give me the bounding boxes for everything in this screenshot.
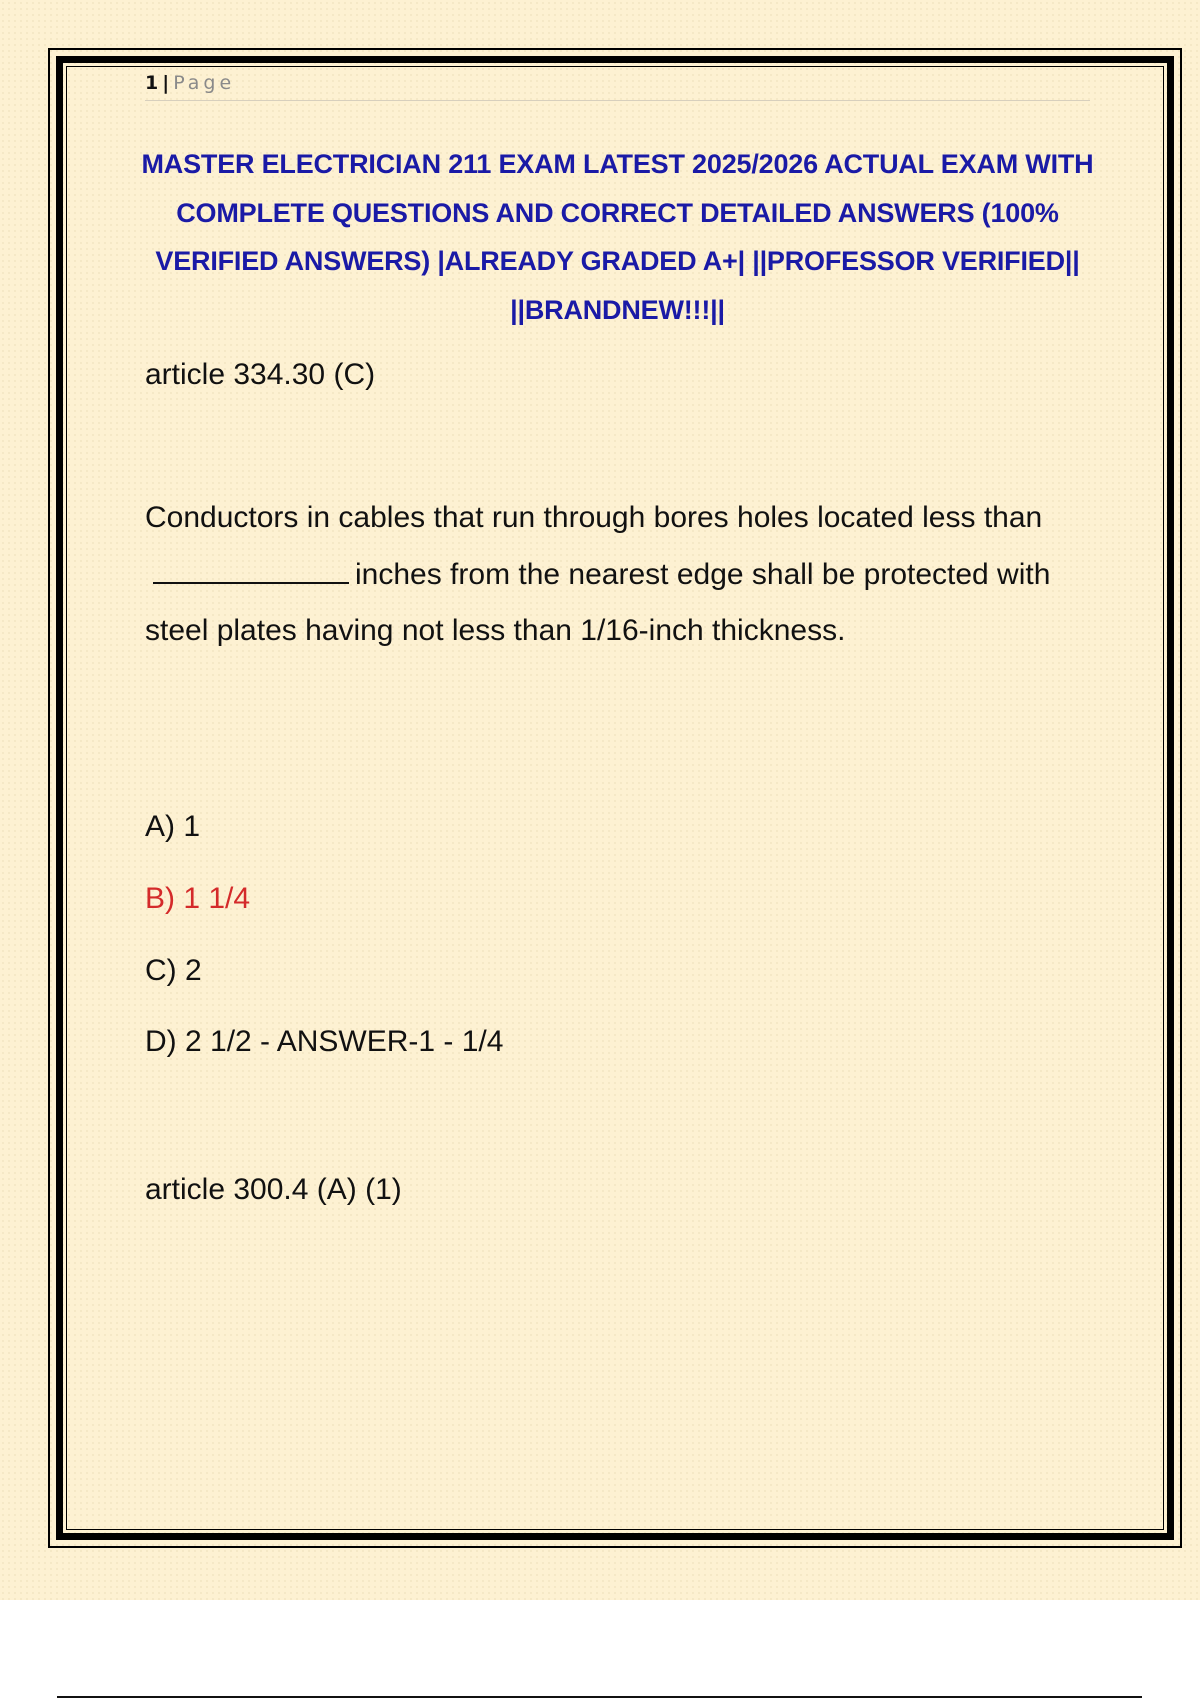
document-title: MASTER ELECTRICIAN 211 EXAM LATEST 2025/2026 ACTUAL EXAM WITH COMPLETE QUESTIONS AND CORRECT DETAILED ANSWERS (100% VERIFIED ANSWERS) |ALREADY GRADED A+| ||PROFESSOR VERIFIED|| ||BRANDNEW!!!|| — [141, 149, 1094, 325]
option-b-highlighted: B) 1 1/4 — [145, 882, 251, 915]
question-text-after-blank: inches from the nearest edge shall be protected with steel plates having not less than 1/16-inch thickness. — [145, 557, 1051, 647]
option-c: C) 2 — [145, 954, 202, 987]
footer-rule — [57, 1696, 1142, 1698]
page-header — [145, 72, 1090, 101]
page-label: Page — [173, 72, 236, 94]
page-number: 1 — [145, 72, 159, 94]
option-a: A) 1 — [145, 810, 201, 843]
previous-article-reference: article 334.30 (C) — [145, 358, 376, 391]
question-text-before-blank: Conductors in cables that run through bores holes located less than — [145, 501, 1043, 534]
answer-blank — [153, 556, 349, 584]
question-text — [145, 490, 1075, 660]
page-separator: | — [162, 72, 170, 94]
option-d-with-answer: D) 2 1/2 - ANSWER-1 - 1/4 — [145, 1025, 504, 1058]
article-reference: article 300.4 (A) (1) — [145, 1173, 402, 1206]
